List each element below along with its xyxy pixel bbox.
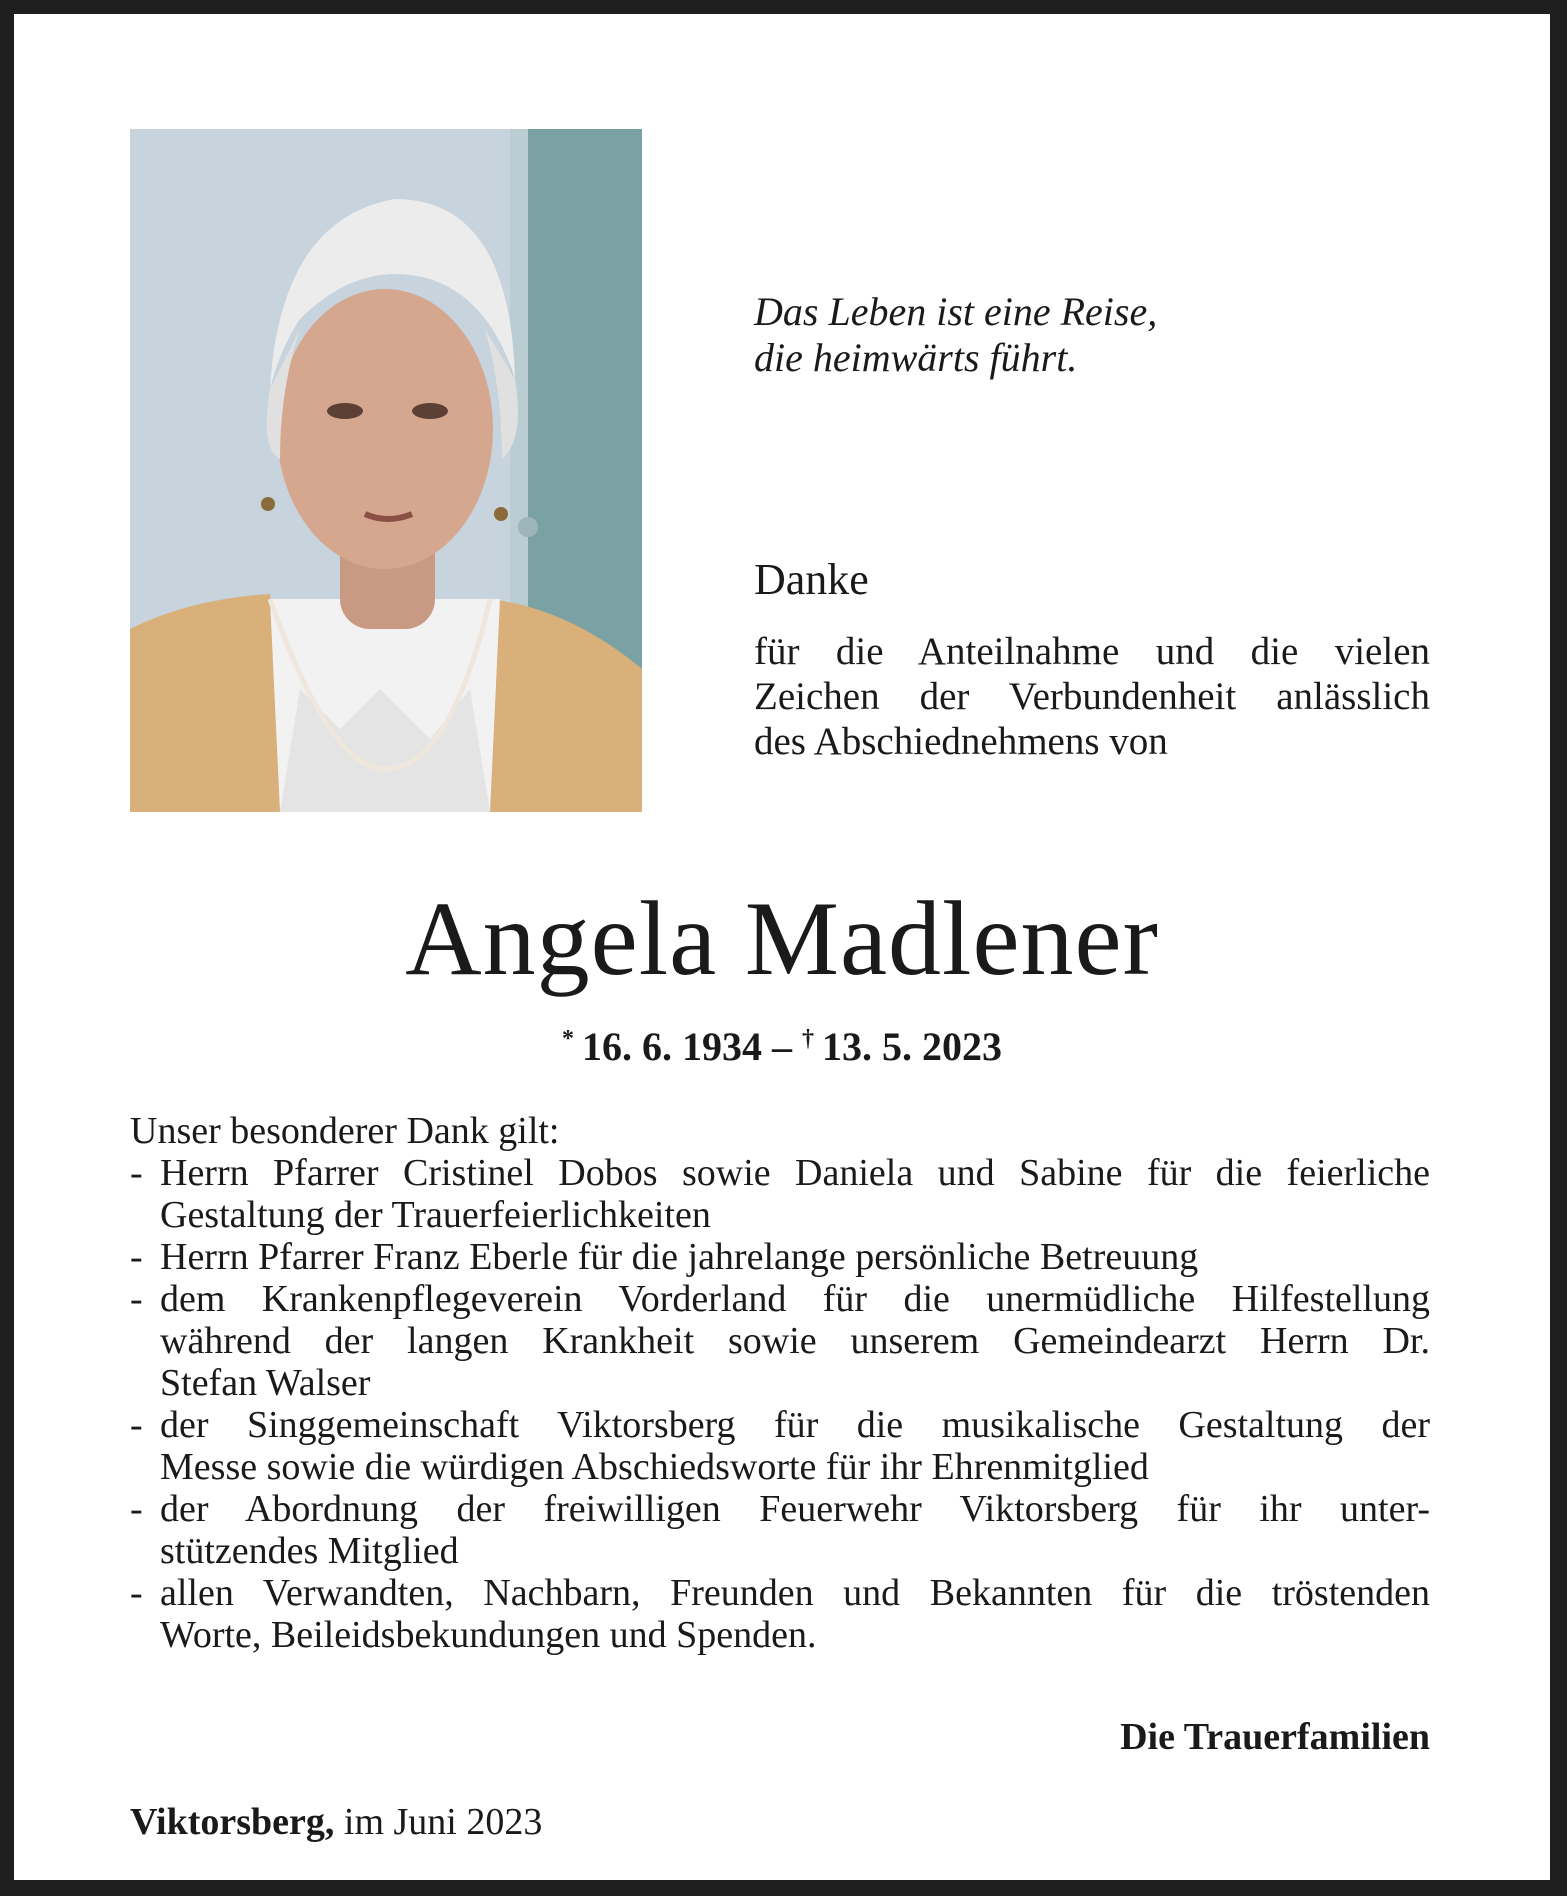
list-item bbox=[130, 1236, 1430, 1278]
thanks-line: Zeichen der Verbundenheit anlässlich bbox=[754, 675, 1430, 718]
list-item bbox=[130, 1404, 1430, 1488]
list-item-line: dem Krankenpflegeverein Vorderland für die unermüdliche Hilfestellung bbox=[160, 1278, 1430, 1320]
bullet-dash: - bbox=[130, 1278, 143, 1320]
bullet-dash: - bbox=[130, 1488, 143, 1530]
list-item-line: Worte, Beileidsbekundungen und Spenden. bbox=[160, 1614, 817, 1656]
birth-symbol: * bbox=[562, 1026, 574, 1052]
bullet-dash: - bbox=[130, 1572, 143, 1614]
bullet-dash: - bbox=[130, 1404, 143, 1446]
acknowledgements-list bbox=[130, 1152, 1430, 1656]
signature: Die Trauerfamilien bbox=[1120, 1716, 1430, 1758]
obituary-card bbox=[14, 14, 1550, 1880]
list-item-line: Herrn Pfarrer Cristinel Dobos sowie Daniela und Sabine für die feierliche bbox=[160, 1152, 1430, 1194]
list-item-line: der Abordnung der freiwilligen Feuerwehr Viktorsberg für ihr unter- bbox=[160, 1488, 1430, 1530]
death-date: 13. 5. 2023 bbox=[822, 1024, 1002, 1069]
list-item bbox=[130, 1488, 1430, 1572]
list-item-line: allen Verwandten, Nachbarn, Freunden und Bekannten für die tröstenden bbox=[160, 1572, 1430, 1614]
portrait-photo bbox=[130, 129, 642, 812]
acknowledgements-intro: Unser besonderer Dank gilt: bbox=[130, 1110, 560, 1152]
list-item bbox=[130, 1152, 1430, 1236]
thanks-line: für die Anteilnahme und die vielen bbox=[754, 630, 1430, 673]
quote-line-1: Das Leben ist eine Reise, bbox=[754, 289, 1158, 334]
bullet-dash: - bbox=[130, 1152, 143, 1194]
birth-date: 16. 6. 1934 bbox=[582, 1024, 762, 1069]
place-town: Viktorsberg, bbox=[130, 1801, 335, 1843]
list-item-line: Herrn Pfarrer Franz Eberle für die jahrelange persönliche Betreuung bbox=[160, 1236, 1199, 1278]
list-item-line: der Singgemeinschaft Viktorsberg für die musikalische Gestaltung der bbox=[160, 1404, 1430, 1446]
thanks-title: Danke bbox=[754, 555, 869, 604]
bullet-dash: - bbox=[130, 1236, 143, 1278]
list-item bbox=[130, 1278, 1430, 1404]
list-item bbox=[130, 1572, 1430, 1656]
list-item-line: während der langen Krankheit sowie unserem Gemeindearzt Herrn Dr. bbox=[160, 1320, 1430, 1362]
list-item-line: Messe sowie die würdigen Abschiedsworte für ihr Ehrenmitglied bbox=[160, 1446, 1149, 1488]
list-item-line: Stefan Walser bbox=[160, 1362, 371, 1404]
deceased-name: Angela Madlener bbox=[405, 880, 1159, 997]
list-item-line: Gestaltung der Trauerfeierlichkeiten bbox=[160, 1194, 711, 1236]
quote-line-2: die heimwärts führt. bbox=[754, 335, 1078, 380]
thanks-line: des Abschiednehmens von bbox=[754, 720, 1168, 763]
thanks-text bbox=[754, 629, 1430, 764]
place-date-text: im Juni 2023 bbox=[343, 1801, 543, 1843]
date-separator: – bbox=[772, 1024, 792, 1069]
place-date bbox=[130, 1799, 542, 1845]
portrait-illustration bbox=[130, 129, 642, 812]
list-item-line: stützendes Mitglied bbox=[160, 1530, 459, 1572]
life-dates bbox=[14, 1014, 1550, 1072]
quote bbox=[754, 289, 1157, 381]
death-symbol: † bbox=[802, 1026, 814, 1052]
